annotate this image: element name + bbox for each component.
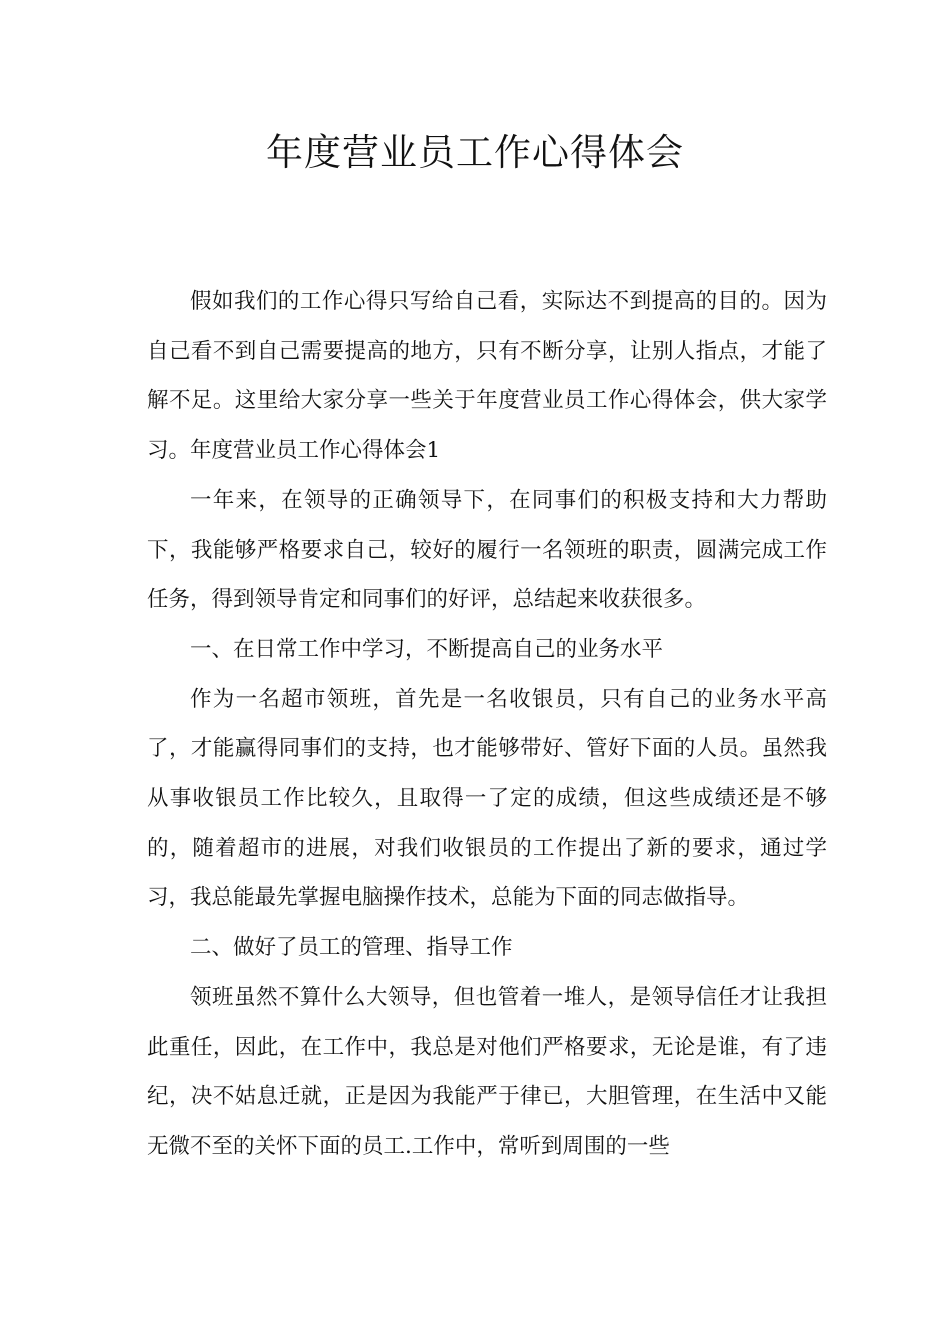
section-heading: 一、在日常工作中学习，不断提高自己的业务水平 [190,636,664,662]
body-paragraph: 领班虽然不算什么大领导，但也管着一堆人，是领导信任才让我担此重任，因此，在工作中，我总是对他们严格要求，无论是谁，有了违纪，决不姑息迁就，正是因为我能严于律已，大胆管理，在生活中又能无微不至的关怀下面的员工.工作中，常听到周围的一些 [147,984,827,1159]
document-title: 年度营业员工作心得体会 [266,131,684,174]
section-heading: 二、做好了员工的管理、指导工作 [190,935,513,961]
body-paragraph: 作为一名超市领班，首先是一名收银员，只有自己的业务水平高了，才能赢得同事们的支持，也才能够带好、管好下面的人员。虽然我从事收银员工作比较久，且取得一了定的成绩，但这些成绩还是不够的，随着超市的进展，对我们收银员的工作提出了新的要求，通过学习，我总能最先掌握电脑操作技术，总能为下面的同志做指导。 [147,686,827,911]
body-paragraph: 一年来，在领导的正确领导下，在同事们的积极支持和大力帮助下，我能够严格要求自己，较好的履行一名领班的职责，圆满完成工作任务，得到领导肯定和同事们的好评，总结起来收获很多。 [147,487,827,613]
intro-paragraph: 假如我们的工作心得只写给自己看，实际达不到提高的目的。因为自己看不到自己需要提高的地方，只有不断分享，让别人指点，才能了解不足。这里给大家分享一些关于年度营业员工作心得体会，供大家学习。年度营业员工作心得体会1 [147,289,827,464]
document-body [147,277,827,1172]
